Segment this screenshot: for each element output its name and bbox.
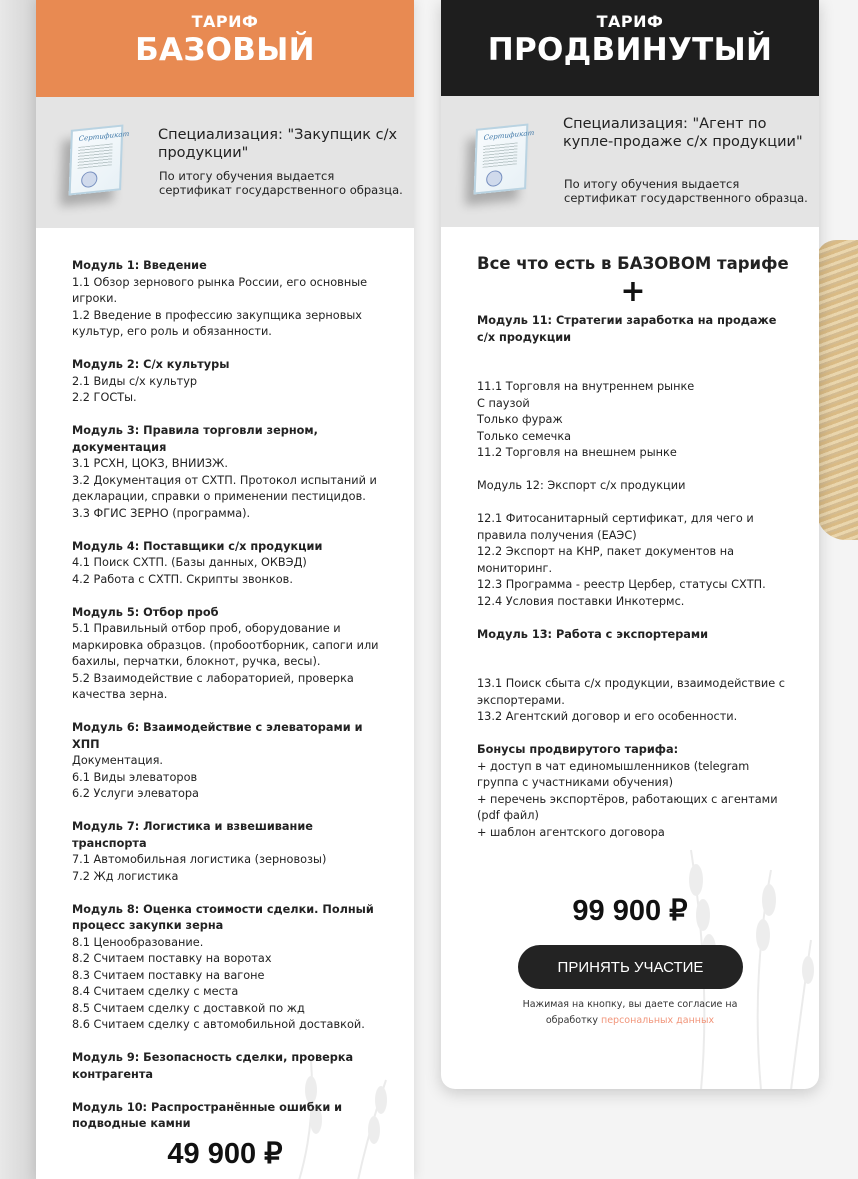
bonus-items [477, 759, 789, 842]
module-item: 1.1 Обзор зернового рынка России, его основные игроки. [72, 275, 368, 305]
personal-data-link[interactable]: персональных данных [601, 1015, 715, 1026]
module-item: 8.4 Считаем сделку с места [72, 985, 239, 998]
module-title: Модуль 12: Экспорт с/х продукции [477, 479, 686, 492]
specialization-block [36, 97, 414, 228]
certificate-icon [461, 122, 533, 194]
module-item: Документация. [72, 754, 164, 767]
module-item: 6.1 Виды элеваторов [72, 770, 198, 784]
module-item: 1.2 Введение в профессию закупщика зерновых культур, его роль и обязанности. [72, 308, 362, 338]
bonus-item: + шаблон агентского договора [477, 825, 665, 839]
tariff-label: ТАРИФ [596, 12, 664, 31]
wheat-photo-decoration [816, 240, 858, 540]
module-block [72, 539, 384, 589]
module-item: 8.1 Ценообразование. [72, 935, 204, 949]
price-basic: 49 900 ₽ [167, 1138, 283, 1170]
module-item: Только фураж [477, 413, 563, 426]
module-item: Только семечка [477, 429, 572, 443]
tariff-name: ПРОДВИНУТЫЙ [487, 32, 773, 68]
module-title: Модуль 13: Работа с экспортерами [477, 627, 709, 641]
module-title: Модуль 5: Отбор проб [72, 605, 219, 619]
module-items [477, 379, 789, 462]
tariff-header-advanced [441, 0, 819, 96]
module-block [72, 357, 384, 407]
module-block [72, 819, 384, 885]
specialization-title: Специализация: "Агент по купле-продаже с/х продукции" [563, 116, 803, 150]
specialization-block [441, 96, 819, 227]
bonus-item: + перечень экспортёров, работающих с агентами (pdf файл) [477, 792, 778, 822]
module-item: 2.2 ГОСТы. [72, 391, 137, 404]
plus-icon: + [620, 274, 646, 309]
module-item: 4.2 Работа с СХТП. Скрипты звонков. [72, 572, 293, 586]
module-title: Модуль 11: Стратегии заработка на продаже с/х продукции [477, 314, 777, 344]
module-item: 3.2 Документация от СХТП. Протокол испытаний и декларации, справки о применении пестицидов. [72, 473, 377, 503]
module-item: 7.2 Жд логистика [72, 869, 179, 883]
modules-list [36, 228, 414, 1133]
module-title: Модуль 6: Взаимодействие с элеваторами и ХПП [72, 721, 363, 751]
module-item: 13.2 Агентский договор и его особенности. [477, 710, 738, 723]
module-title: Модуль 1: Введение [72, 259, 207, 272]
module-item: 7.1 Автомобильная логистика (зерновозы) [72, 853, 327, 866]
module-item: 5.1 Правильный отбор проб, оборудование и маркировка образцов. (пробоотборник, сапоги или бахилы, перчатки, блокнот, ручка, весы). [72, 622, 379, 668]
module-item: 5.2 Взаимодействие с лабораторией, проверка качества зерна. [72, 671, 354, 701]
module-title: Модуль 7: Логистика и взвешивание транспорта [72, 820, 313, 850]
module-title: Модуль 4: Поставщики с/х продукции [72, 539, 323, 553]
advanced-modules-list [441, 227, 819, 841]
module-title: Модуль 8: Оценка стоимости сделки. Полный процесс закупки зерна [72, 902, 374, 932]
module-block [72, 605, 384, 704]
certificate-title: Сертификат [483, 128, 535, 142]
module-block [72, 720, 384, 803]
price-advanced: 99 900 ₽ [572, 895, 688, 927]
module-item: 12.1 Фитосанитарный сертификат, для чего и правила получения (ЕАЭС) [477, 512, 754, 542]
module-item: 2.1 Виды с/х культур [72, 374, 198, 388]
consent-text [501, 997, 759, 1029]
join-button[interactable]: ПРИНЯТЬ УЧАСТИЕ [518, 945, 743, 989]
specialization-subtitle: По итогу обучения выдается сертификат государственного образца. [159, 169, 403, 197]
module-item: 13.1 Поиск сбыта с/х продукции, взаимодействие с экспортерами. [477, 677, 785, 707]
module-item: 8.5 Считаем сделку с доставкой по жд [72, 1001, 305, 1015]
tariff-card-advanced [441, 0, 819, 1089]
specialization-title: Специализация: "Закупщик с/х продукции" [158, 127, 398, 161]
module-item: 12.4 Условия поставки Инкотермс. [477, 594, 685, 608]
module-block [72, 423, 384, 522]
module-title: Модуль 9: Безопасность сделки, проверка контрагента [72, 1051, 354, 1081]
certificate-icon [56, 123, 128, 195]
module-title: Модуль 10: Распространённые ошибки и подводные камни [72, 1100, 343, 1130]
bonus-title: Бонусы продвирутого тарифа: [477, 743, 679, 756]
module-items [477, 676, 789, 726]
module-item: 3.1 РСХН, ЦОКЗ, ВНИИЗЖ. [72, 457, 228, 470]
page-background-left [0, 0, 36, 1179]
module-item: 8.2 Считаем поставку на воротах [72, 952, 272, 965]
module-title: Модуль 2: С/х культуры [72, 358, 230, 371]
tariff-header-basic [36, 0, 414, 97]
module-item: 3.3 ФГИС ЗЕРНО (программа). [72, 506, 251, 520]
bonus-item: + доступ в чат единомышленников (telegram группа с участниками обучения) [477, 759, 750, 789]
module-block [72, 902, 384, 1034]
module-item: 4.1 Поиск СХТП. (Базы данных, ОКВЭД) [72, 556, 307, 569]
consent-label: Нажимая на кнопку, вы даете согласие на обработку [522, 999, 738, 1026]
module-item: 11.2 Торговля на внешнем рынке [477, 446, 677, 459]
module-title: Модуль 3: Правила торговли зерном, документация [72, 424, 318, 454]
tariff-card-basic [36, 0, 414, 1179]
tariff-label: ТАРИФ [191, 12, 259, 31]
includes-basic-heading: Все что есть в БАЗОВОМ тарифе [477, 254, 789, 273]
module-item: 12.2 Экспорт на КНР, пакет документов на мониторинг. [477, 545, 735, 575]
module-item: 6.2 Услуги элеватора [72, 787, 199, 800]
module-items [477, 511, 789, 610]
certificate-title: Сертификат [78, 129, 130, 143]
module-item: 8.6 Считаем сделку с автомобильной доставкой. [72, 1018, 365, 1031]
module-block [72, 258, 384, 341]
module-item: 12.3 Программа - реестр Цербер, статусы СХТП. [477, 578, 766, 591]
module-item: 11.1 Торговля на внутреннем рынке [477, 380, 695, 393]
module-item: С паузой [477, 396, 530, 410]
tariff-name: БАЗОВЫЙ [135, 32, 315, 68]
module-item: 8.3 Считаем поставку на вагоне [72, 968, 265, 982]
specialization-subtitle: По итогу обучения выдается сертификат государственного образца. [564, 177, 808, 205]
